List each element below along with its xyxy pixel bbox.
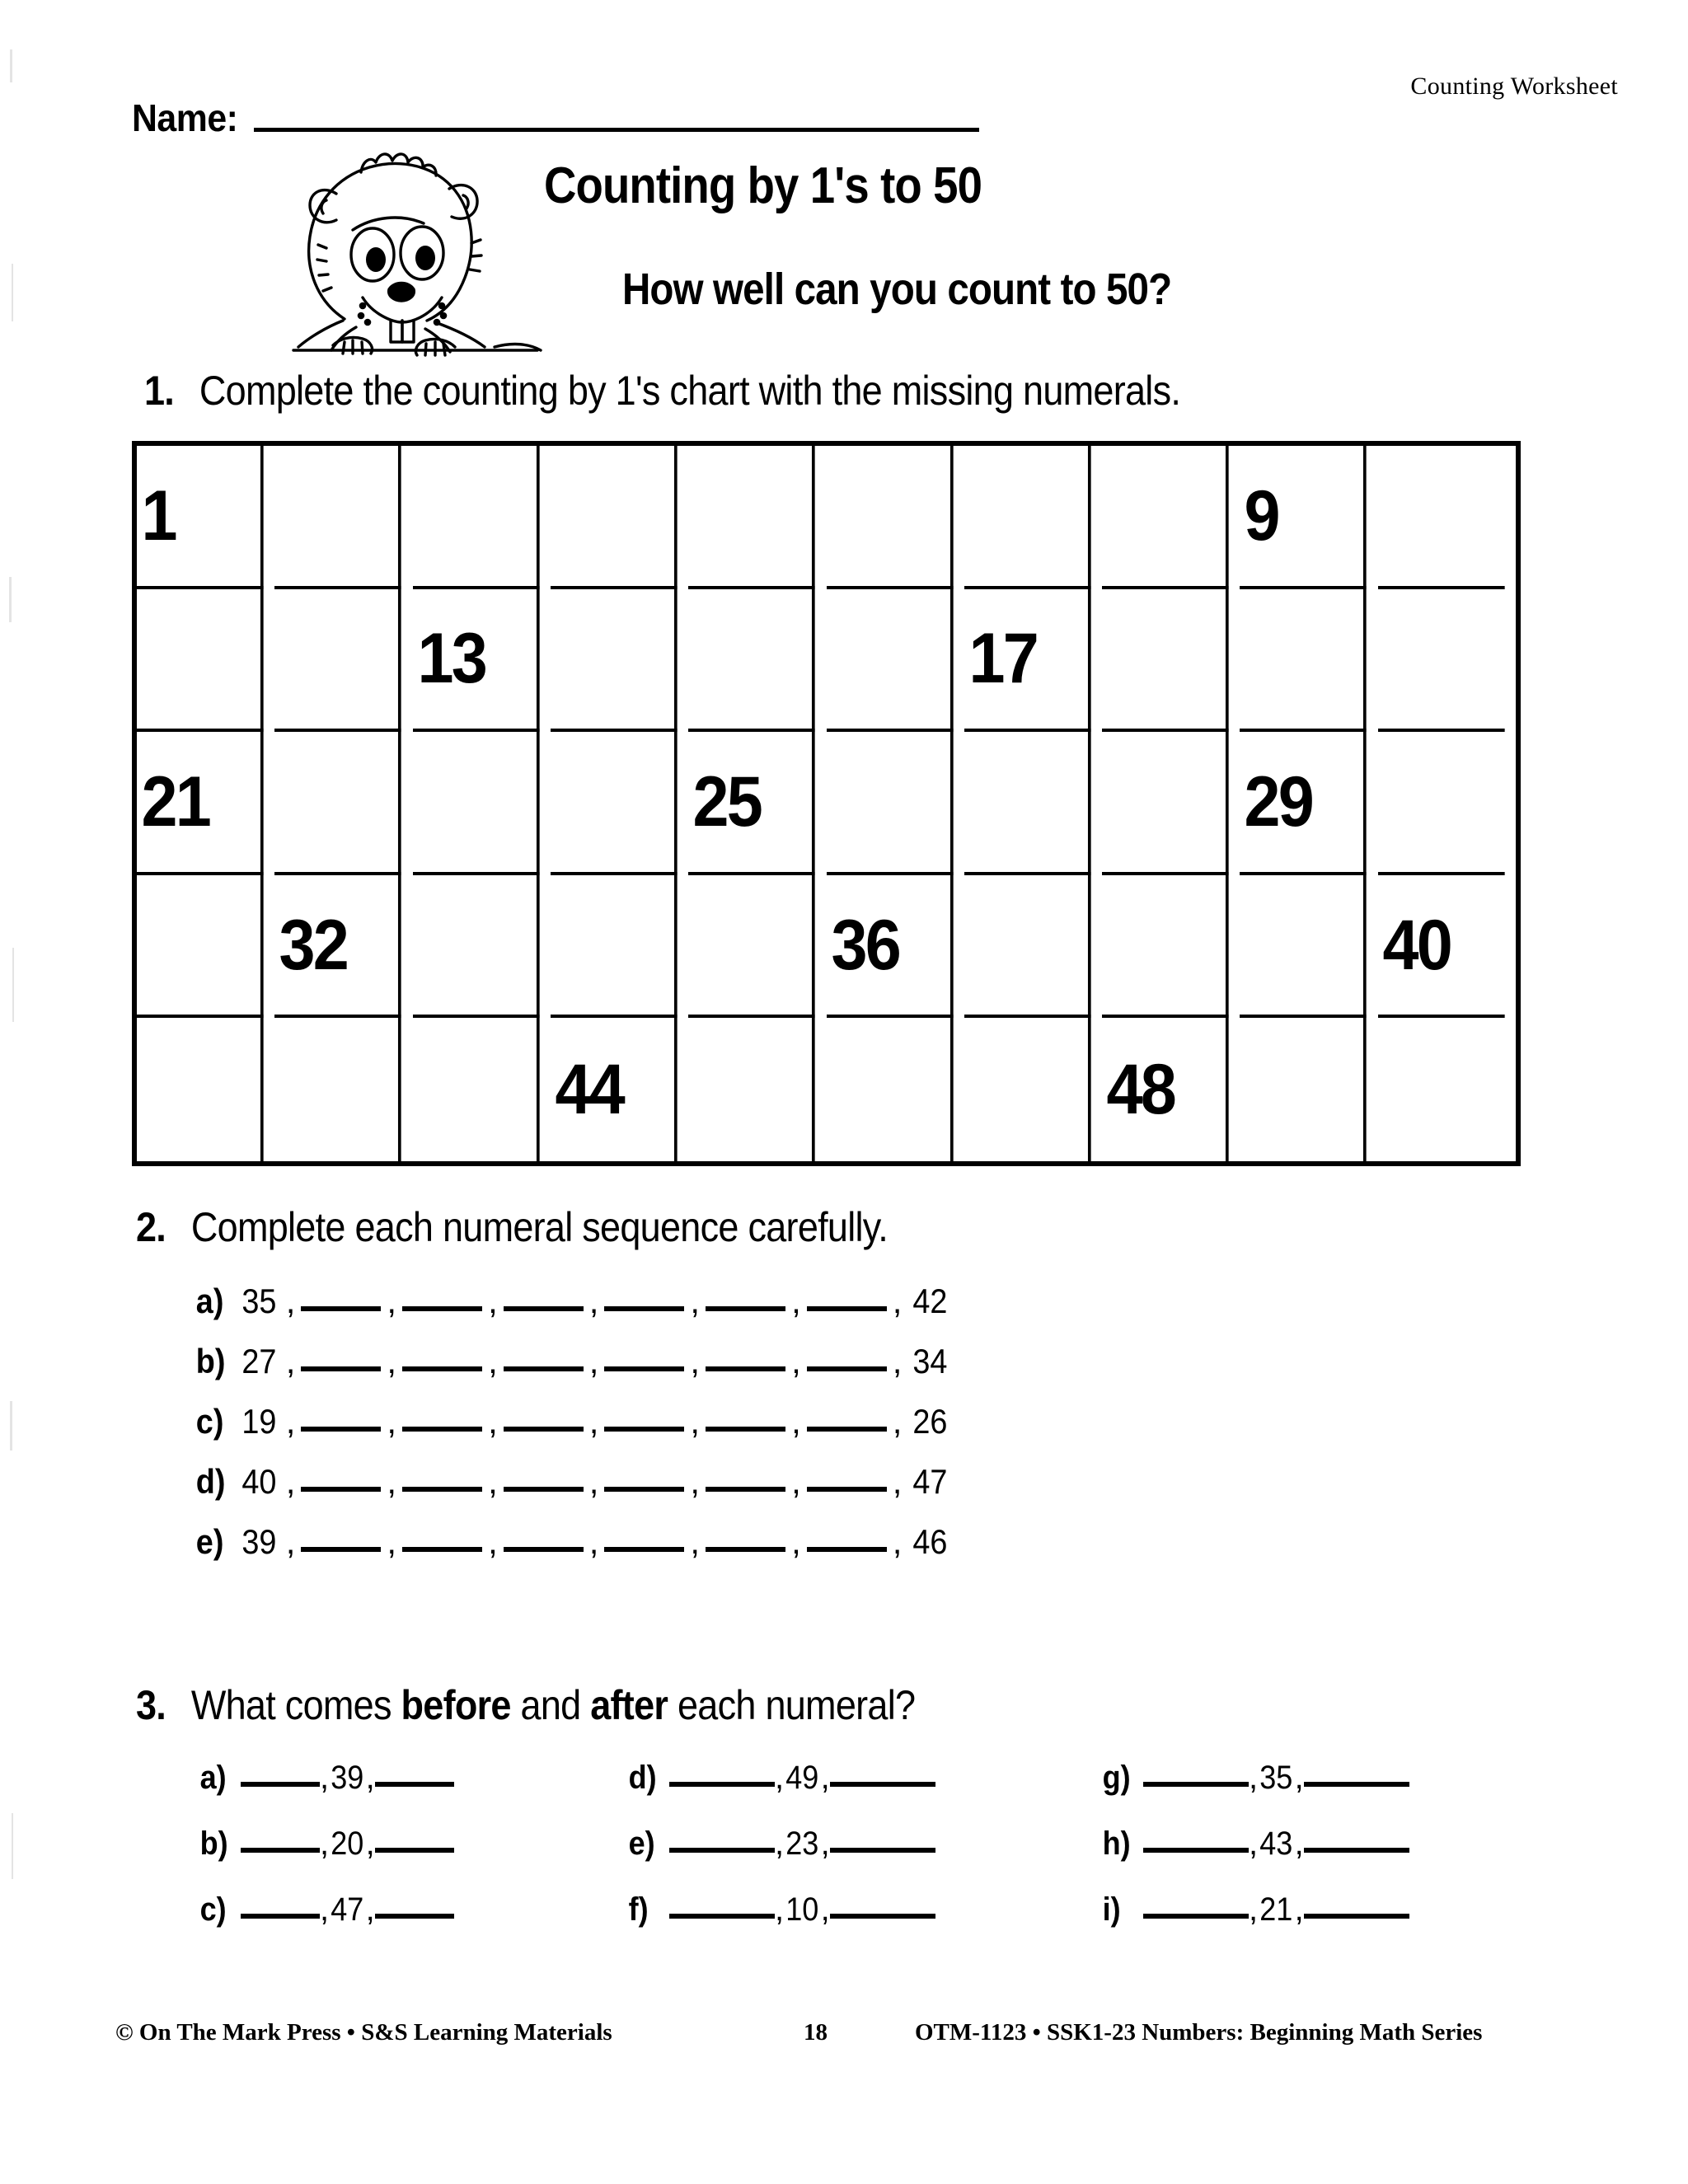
chart-cell-empty[interactable] [137, 1018, 264, 1161]
instruction-2-number: 2. [136, 1204, 166, 1250]
sequence-end-value: 42 [912, 1282, 948, 1320]
chart-cell-empty[interactable] [688, 875, 815, 1019]
sequence-start-value: 27 [241, 1342, 277, 1380]
sequence-start-value: 39 [241, 1522, 277, 1561]
after-blank[interactable] [1304, 1782, 1409, 1787]
sequence-blank[interactable] [301, 1306, 381, 1311]
instruction-3-text-middle: and [510, 1682, 591, 1728]
before-after-comma: , [320, 1891, 330, 1928]
sequence-comma: , [892, 1342, 903, 1380]
chart-cell-empty[interactable] [274, 589, 401, 733]
before-after-value: 47 [331, 1891, 364, 1928]
before-after-grid [198, 1760, 1533, 1957]
sequence-comma: , [588, 1342, 599, 1380]
sequence-blank[interactable] [706, 1366, 785, 1371]
sequence-blank[interactable] [301, 1427, 381, 1432]
footer-product-code: OTM-1123 • SSK1-23 Numbers: Beginning Math Series [915, 2019, 1483, 2046]
scan-edge-artifact [7, 0, 28, 2184]
sequence-end-value: 46 [912, 1522, 948, 1561]
sequence-end-value: 34 [912, 1342, 948, 1380]
chart-cell-empty[interactable] [827, 446, 954, 589]
sequence-comma: , [588, 1282, 599, 1320]
chart-cell-empty[interactable] [1378, 1018, 1505, 1161]
chart-cell-empty[interactable] [827, 732, 954, 875]
sequence-comma: , [791, 1462, 801, 1501]
sequence-comma: , [588, 1462, 599, 1501]
before-after-comma: , [1249, 1825, 1259, 1862]
chart-cell-empty[interactable] [964, 1018, 1091, 1161]
sequence-blank[interactable] [301, 1366, 381, 1371]
sequence-start-value: 35 [241, 1282, 277, 1320]
before-blank[interactable] [241, 1848, 320, 1853]
before-after-item [1100, 1825, 1533, 1891]
before-after-value: 43 [1259, 1825, 1293, 1862]
instruction-1-text: Complete the counting by 1's chart with the missing numerals. [199, 368, 1181, 414]
after-blank[interactable] [375, 1848, 454, 1853]
before-after-letter: d) [628, 1760, 657, 1796]
instruction-2-text: Complete each numeral sequence carefully. [190, 1204, 888, 1250]
sequence-blank[interactable] [402, 1427, 482, 1432]
chart-cell-empty[interactable] [1102, 446, 1229, 589]
chart-cell-empty[interactable] [1378, 732, 1505, 875]
before-after-comma: , [1249, 1891, 1259, 1928]
before-after-letter: c) [199, 1891, 227, 1928]
chart-cell-empty[interactable] [1240, 875, 1367, 1019]
chart-cell-empty[interactable] [688, 589, 815, 733]
sequence-row [194, 1342, 1430, 1402]
sequence-comma: , [488, 1402, 498, 1441]
chart-cell-empty[interactable] [827, 589, 954, 733]
footer-page-number: 18 [804, 2019, 828, 2046]
sequence-blank[interactable] [504, 1366, 584, 1371]
counting-chart [132, 441, 1521, 1166]
before-after-comma: , [775, 1825, 785, 1862]
chart-cell-empty[interactable] [964, 446, 1091, 589]
sequence-blank[interactable] [807, 1427, 887, 1432]
sequence-blank[interactable] [402, 1366, 482, 1371]
sequence-blank[interactable] [706, 1547, 785, 1552]
sequence-comma: , [588, 1522, 599, 1561]
chart-cell-empty[interactable] [137, 589, 264, 733]
before-blank[interactable] [241, 1782, 320, 1787]
before-after-comma: , [365, 1760, 375, 1796]
after-blank[interactable] [1304, 1848, 1409, 1853]
chart-cell-filled[interactable]: 17 [964, 589, 1091, 733]
before-blank[interactable] [1143, 1848, 1249, 1853]
sequence-comma: , [488, 1282, 498, 1320]
sequence-blank[interactable] [504, 1547, 584, 1552]
before-after-comma: , [320, 1825, 330, 1862]
before-after-value: 23 [785, 1825, 819, 1862]
before-after-comma: , [1294, 1891, 1304, 1928]
chart-cell-empty[interactable] [1102, 589, 1229, 733]
sequence-letter: c) [195, 1402, 224, 1441]
before-blank[interactable] [1143, 1914, 1249, 1919]
before-after-comma: , [820, 1825, 830, 1862]
chart-cell-filled[interactable]: 21 [137, 732, 264, 875]
sequence-blank[interactable] [504, 1427, 584, 1432]
before-after-letter: e) [628, 1825, 655, 1862]
sequence-blank[interactable] [807, 1487, 887, 1492]
chart-cell-empty[interactable] [413, 732, 540, 875]
before-after-item [1100, 1760, 1533, 1825]
sequence-comma: , [285, 1342, 296, 1380]
before-after-comma: , [775, 1760, 785, 1796]
page-title: Counting by 1's to 50 [544, 157, 982, 214]
chart-cell-empty[interactable] [1378, 446, 1505, 589]
sequence-comma: , [791, 1402, 801, 1441]
sequence-blank[interactable] [604, 1487, 684, 1492]
chart-cell-empty[interactable] [551, 446, 678, 589]
sequence-letter: a) [195, 1282, 224, 1320]
beaver-mascot-icon [247, 144, 585, 359]
before-after-item [626, 1760, 1100, 1825]
chart-cell-empty[interactable] [551, 875, 678, 1019]
before-after-value: 35 [1259, 1760, 1293, 1796]
instruction-3-text-before: What comes [190, 1682, 401, 1728]
sequence-comma: , [791, 1522, 801, 1561]
sequence-blank[interactable] [807, 1306, 887, 1311]
sequence-row [194, 1282, 1430, 1342]
sequence-comma: , [690, 1522, 701, 1561]
sequence-blank[interactable] [301, 1487, 381, 1492]
before-after-letter: f) [628, 1891, 649, 1928]
sequence-blank[interactable] [604, 1306, 684, 1311]
chart-cell-empty[interactable] [964, 732, 1091, 875]
before-after-comma: , [775, 1891, 785, 1928]
before-after-item [198, 1825, 626, 1891]
after-blank[interactable] [830, 1914, 935, 1919]
chart-cell-empty[interactable] [1378, 589, 1505, 733]
chart-cell-filled[interactable]: 29 [1240, 732, 1367, 875]
chart-cell-empty[interactable] [137, 875, 264, 1019]
sequence-row [194, 1402, 1430, 1462]
sequence-comma: , [588, 1402, 599, 1441]
before-after-comma: , [320, 1760, 330, 1796]
sequence-blank[interactable] [706, 1306, 785, 1311]
instruction-1-number: 1. [144, 368, 175, 414]
before-after-letter: i) [1102, 1891, 1121, 1928]
after-blank[interactable] [830, 1782, 935, 1787]
sequence-comma: , [285, 1462, 296, 1501]
sequence-blank[interactable] [402, 1306, 482, 1311]
before-after-item [198, 1760, 626, 1825]
chart-cell-empty[interactable] [1240, 1018, 1367, 1161]
sequence-comma: , [791, 1282, 801, 1320]
sequence-comma: , [387, 1522, 397, 1561]
before-blank[interactable] [241, 1914, 320, 1919]
instruction-1 [144, 367, 1180, 415]
page-subtitle: How well can you count to 50? [622, 265, 1172, 314]
before-after-item [626, 1825, 1100, 1891]
sequence-blank[interactable] [402, 1547, 482, 1552]
after-blank[interactable] [375, 1914, 454, 1919]
chart-cell-filled[interactable]: 36 [827, 875, 954, 1019]
after-blank[interactable] [1304, 1914, 1409, 1919]
sequence-blank[interactable] [604, 1366, 684, 1371]
sequence-comma: , [387, 1282, 397, 1320]
name-row [132, 96, 979, 139]
before-after-item [626, 1891, 1100, 1957]
sequence-start-value: 40 [241, 1462, 277, 1501]
chart-cell-empty[interactable] [688, 1018, 815, 1161]
before-blank[interactable] [1143, 1782, 1249, 1787]
footer-copyright: © On The Mark Press • S&S Learning Materials [115, 2019, 612, 2046]
instruction-3-text-end: each numeral? [668, 1682, 916, 1728]
sequence-comma: , [488, 1522, 498, 1561]
sequence-blank[interactable] [402, 1487, 482, 1492]
name-label: Name: [132, 96, 238, 139]
chart-cell-empty[interactable] [1102, 875, 1229, 1019]
sequence-comma: , [488, 1462, 498, 1501]
sequence-comma: , [690, 1402, 701, 1441]
instruction-3-number: 3. [136, 1682, 166, 1728]
sequence-row [194, 1462, 1430, 1522]
sequence-comma: , [892, 1402, 903, 1441]
sequence-comma: , [387, 1462, 397, 1501]
sequence-comma: , [791, 1342, 801, 1380]
sequence-end-value: 26 [912, 1402, 948, 1441]
sequence-comma: , [690, 1282, 701, 1320]
chart-cell-empty[interactable] [964, 875, 1091, 1019]
sequence-blank[interactable] [604, 1427, 684, 1432]
before-after-comma: , [1294, 1825, 1304, 1862]
chart-cell-empty[interactable] [274, 1018, 401, 1161]
before-after-letter: b) [199, 1825, 228, 1862]
sequence-comma: , [387, 1342, 397, 1380]
sequence-blank[interactable] [807, 1547, 887, 1552]
sequence-letter: e) [195, 1522, 224, 1561]
chart-cell-filled[interactable]: 48 [1102, 1018, 1229, 1161]
before-after-comma: , [365, 1891, 375, 1928]
before-after-value: 20 [331, 1825, 364, 1862]
before-after-comma: , [820, 1891, 830, 1928]
chart-cell-filled[interactable]: 40 [1378, 875, 1505, 1019]
sequence-blank[interactable] [604, 1547, 684, 1552]
before-after-comma: , [820, 1760, 830, 1796]
instruction-3-bold-after: after [590, 1682, 668, 1728]
before-blank[interactable] [669, 1848, 775, 1853]
sequence-comma: , [488, 1342, 498, 1380]
before-after-value: 10 [785, 1891, 819, 1928]
before-after-comma: , [1249, 1760, 1259, 1796]
chart-cell-empty[interactable] [827, 1018, 954, 1161]
before-blank[interactable] [669, 1782, 775, 1787]
sequence-letter: d) [195, 1462, 226, 1501]
sequence-list [194, 1282, 1430, 1582]
before-blank[interactable] [669, 1914, 775, 1919]
before-after-item [198, 1891, 626, 1957]
chart-cell-filled[interactable]: 13 [413, 589, 540, 733]
sequence-comma: , [285, 1522, 296, 1561]
sequence-comma: , [285, 1402, 296, 1441]
chart-cell-empty[interactable] [688, 446, 815, 589]
sequence-blank[interactable] [504, 1306, 584, 1311]
chart-cell-empty[interactable] [551, 732, 678, 875]
sequence-comma: , [387, 1402, 397, 1441]
sequence-comma: , [892, 1522, 903, 1561]
sequence-comma: , [892, 1282, 903, 1320]
sequence-blank[interactable] [504, 1487, 584, 1492]
chart-cell-filled[interactable]: 1 [137, 446, 264, 589]
chart-cell-empty[interactable] [1102, 732, 1229, 875]
chart-cell-filled[interactable]: 9 [1240, 446, 1367, 589]
sequence-blank[interactable] [301, 1547, 381, 1552]
sequence-letter: b) [195, 1342, 226, 1380]
chart-cell-empty[interactable] [413, 875, 540, 1019]
sequence-comma: , [892, 1462, 903, 1501]
chart-cell-filled[interactable]: 32 [274, 875, 401, 1019]
before-after-value: 21 [1259, 1891, 1293, 1928]
chart-cell-empty[interactable] [413, 446, 540, 589]
before-after-value: 39 [331, 1760, 364, 1796]
before-after-letter: a) [199, 1760, 227, 1796]
chart-cell-empty[interactable] [274, 446, 401, 589]
chart-cell-empty[interactable] [413, 1018, 540, 1161]
before-after-item [1100, 1891, 1533, 1957]
after-blank[interactable] [375, 1782, 454, 1787]
name-input-line[interactable] [254, 128, 979, 132]
sequence-comma: , [690, 1342, 701, 1380]
sequence-comma: , [285, 1282, 296, 1320]
page-footer [0, 2019, 1688, 2060]
chart-cell-filled[interactable]: 25 [688, 732, 815, 875]
instruction-2 [136, 1203, 888, 1251]
chart-cell-empty[interactable] [1240, 589, 1367, 733]
sequence-comma: , [690, 1462, 701, 1501]
instruction-3-bold-before: before [401, 1682, 511, 1728]
sequence-row [194, 1522, 1430, 1582]
sequence-end-value: 47 [912, 1462, 948, 1501]
chart-cell-empty[interactable] [551, 589, 678, 733]
before-after-value: 49 [785, 1760, 819, 1796]
sequence-blank[interactable] [706, 1487, 785, 1492]
after-blank[interactable] [830, 1848, 935, 1853]
sequence-start-value: 19 [241, 1402, 277, 1441]
sequence-blank[interactable] [807, 1366, 887, 1371]
worksheet-kicker: Counting Worksheet [1410, 73, 1618, 100]
instruction-3 [136, 1681, 915, 1729]
before-after-letter: h) [1102, 1825, 1131, 1862]
chart-cell-filled[interactable]: 44 [551, 1018, 678, 1161]
chart-cell-empty[interactable] [274, 732, 401, 875]
before-after-comma: , [1294, 1760, 1304, 1796]
sequence-blank[interactable] [706, 1427, 785, 1432]
before-after-letter: g) [1102, 1760, 1131, 1796]
before-after-comma: , [365, 1825, 375, 1862]
